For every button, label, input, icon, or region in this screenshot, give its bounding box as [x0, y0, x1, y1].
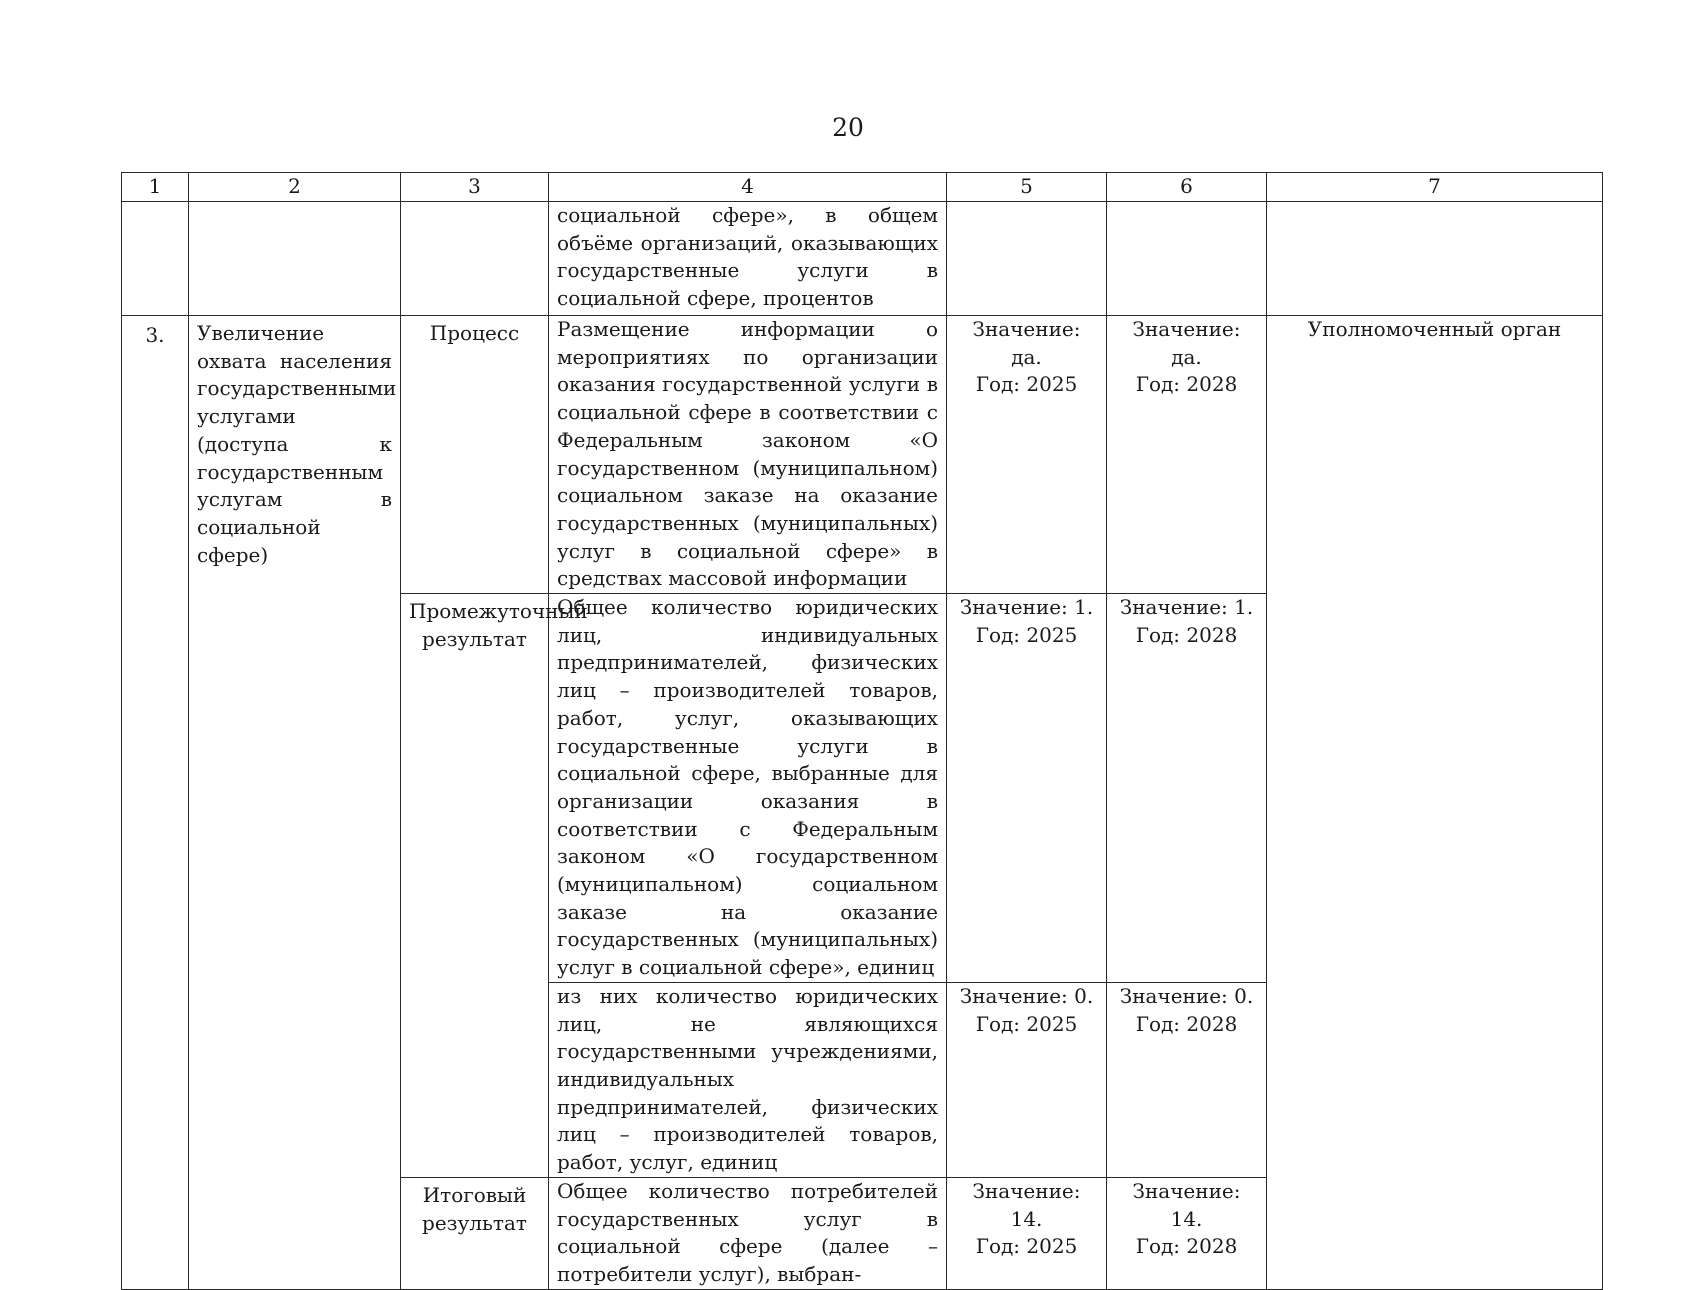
- table-row: [122, 316, 1603, 594]
- target-year: Год: 2028: [1135, 1011, 1238, 1036]
- target-year: Год: 2028: [1135, 622, 1238, 647]
- target-value: Значение: 1.: [1119, 595, 1254, 620]
- base-value: Значение: 0.: [959, 983, 1094, 1008]
- target-value: Значение: 0.: [1119, 983, 1254, 1008]
- column-header-4: 4: [549, 173, 947, 202]
- target-value: Значение: да.: [1132, 317, 1241, 369]
- column-header-2: 2: [189, 173, 401, 202]
- indicator-type-process: Процесс: [401, 316, 549, 594]
- base-value: Значение: да.: [972, 317, 1081, 369]
- target-value: Значение: 14.: [1132, 1178, 1241, 1231]
- indicator-description-final: Общее количество потребителей государственных услуг в социальной сфере (далее – потребители услуг), выбран-: [549, 1177, 947, 1289]
- column-header-5: 5: [947, 173, 1107, 202]
- target-value-cell: [1107, 1177, 1267, 1289]
- page-number: 20: [832, 113, 864, 142]
- target-value-cell: [1107, 316, 1267, 594]
- continuation-cell-3: [401, 202, 549, 316]
- base-value-cell: [947, 1177, 1107, 1289]
- continuation-cell-7: [1267, 202, 1603, 316]
- indicator-description-sub: из них количество юридических лиц, не являющихся государственными учреждениями, индивидуальных предпринимателей, физических лиц – производителей товаров, работ, услуг, единиц: [549, 982, 947, 1177]
- base-value: Значение: 14.: [972, 1178, 1081, 1231]
- column-header-3: 3: [401, 173, 549, 202]
- task-cell: Увеличение охвата населения государственными услугами (доступа к государственным услугам в социальной сфере): [189, 316, 401, 1290]
- target-year: Год: 2028: [1135, 1234, 1238, 1259]
- indicator-type-intermediate: Промежуточный результат: [401, 594, 549, 1178]
- base-year: Год: 2025: [975, 372, 1078, 397]
- base-value-cell: [947, 982, 1107, 1177]
- continuation-cell-2: [189, 202, 401, 316]
- indicator-type-final: Итоговый результат: [401, 1177, 549, 1289]
- table-header-row: [122, 173, 1603, 202]
- base-value-cell: [947, 316, 1107, 594]
- base-year: Год: 2025: [975, 1011, 1078, 1036]
- indicator-description-process: Размещение информации о мероприятиях по организации оказания государственной услуги в социальной сфере в соответствии с Федеральным законом «О государственном (муниципальном) социальном заказе на оказание государственных (муниципальных) услуг в социальной сфере» в средствах массовой информации: [549, 316, 947, 594]
- column-header-1: 1: [122, 173, 189, 202]
- column-header-7: 7: [1267, 173, 1603, 202]
- continuation-cell-5: [947, 202, 1107, 316]
- target-value-cell: [1107, 982, 1267, 1177]
- continuation-row: [122, 202, 1603, 316]
- responsible-cell: Уполномоченный орган: [1267, 316, 1603, 1290]
- base-value-cell: [947, 594, 1107, 983]
- indicator-description-intermediate: Общее количество юридических лиц, индивидуальных предпринимателей, физических лиц – производителей товаров, работ, услуг, оказывающих государственные услуги в социальной сфере, выбранные для организации оказания в соответствии с Федеральным законом «О государственном (муниципальном) социальном заказе на оказание государственных (муниципальных) услуг в социальной сфере», единиц: [549, 594, 947, 983]
- target-value-cell: [1107, 594, 1267, 983]
- column-header-6: 6: [1107, 173, 1267, 202]
- continuation-cell-6: [1107, 202, 1267, 316]
- indicators-table: [121, 172, 1603, 1290]
- base-year: Год: 2025: [975, 1234, 1078, 1259]
- base-value: Значение: 1.: [959, 595, 1094, 620]
- continuation-cell-1: [122, 202, 189, 316]
- target-year: Год: 2028: [1135, 372, 1238, 397]
- continuation-description: социальной сфере», в общем объёме организаций, оказывающих государственные услуги в социальной сфере, процентов: [549, 202, 947, 316]
- base-year: Год: 2025: [975, 622, 1078, 647]
- row-number: 3.: [122, 316, 189, 1290]
